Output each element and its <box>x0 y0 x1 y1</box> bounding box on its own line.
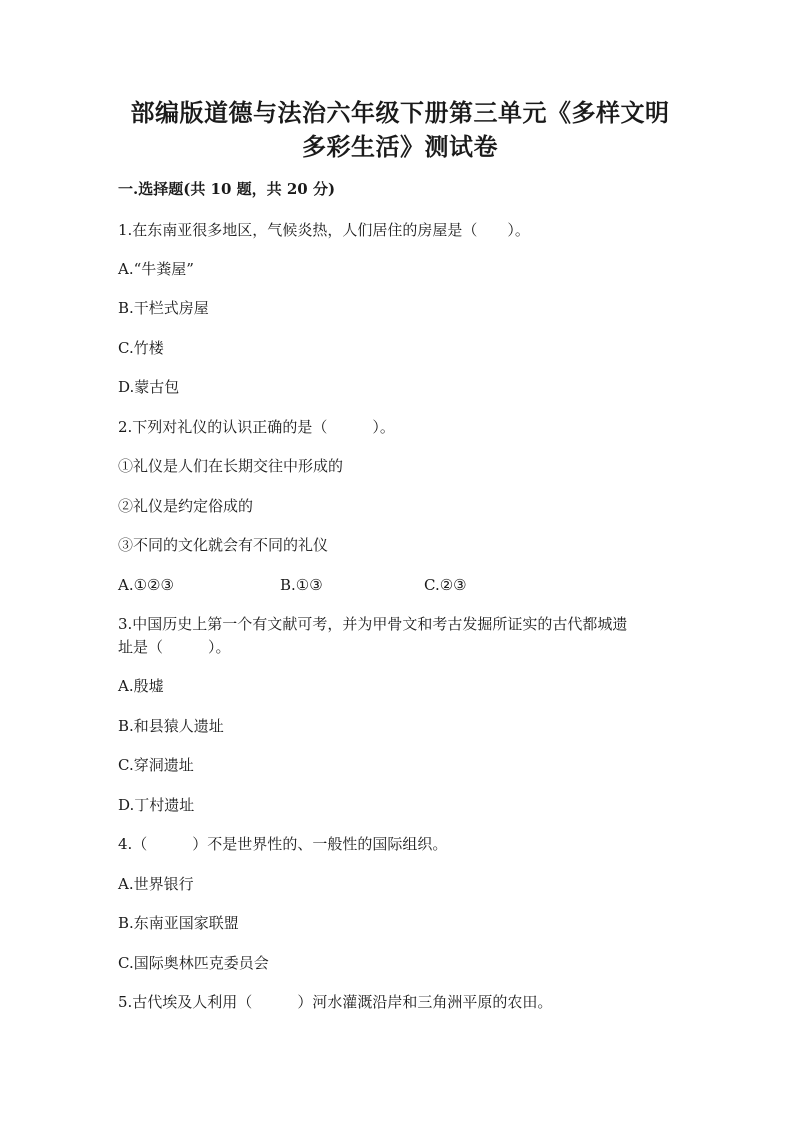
document-title-line-2: 多彩生活》测试卷 <box>302 132 498 161</box>
question-3-stem-line-2: 址是（ ）。 <box>118 638 231 656</box>
question-4-stem: 4.（ ）不是世界性的、一般性的国际组织。 <box>118 835 448 853</box>
question-3-option-b: B.和县猿人遗址 <box>118 717 224 735</box>
question-1-stem: 1.在东南亚很多地区，气候炎热，人们居住的房屋是（ ）。 <box>118 221 530 239</box>
question-3-option-d: D.丁村遗址 <box>118 796 195 814</box>
question-2-statement-3: ③不同的文化就会有不同的礼仪 <box>118 536 329 554</box>
question-2-option-a: A.①②③ <box>118 576 174 594</box>
document-title-line-1: 部编版道德与法治六年级下册第三单元《多样文明 <box>130 98 670 127</box>
question-4-option-b: B.东南亚国家联盟 <box>118 914 239 932</box>
question-2-stem: 2.下列对礼仪的认识正确的是（ ）。 <box>118 418 395 436</box>
question-4-option-c: C.国际奥林匹克委员会 <box>118 954 269 972</box>
question-2-statement-2: ②礼仪是约定俗成的 <box>118 497 254 515</box>
section-heading-multiple-choice: 一.选择题(共 10 题，共 20 分) <box>118 180 336 198</box>
question-1-option-a: A.“牛粪屋” <box>118 260 194 278</box>
question-3-option-c: C.穿洞遗址 <box>118 756 194 774</box>
question-4-option-a: A.世界银行 <box>118 875 194 893</box>
question-2-statement-1: ①礼仪是人们在长期交往中形成的 <box>118 457 344 475</box>
question-3-option-a: A.殷墟 <box>118 677 164 695</box>
question-2-option-b: B.①③ <box>280 576 323 594</box>
question-2-option-c: C.②③ <box>424 576 467 594</box>
question-1-option-c: C.竹楼 <box>118 339 164 357</box>
question-1-option-d: D.蒙古包 <box>118 378 180 396</box>
question-3-stem-line-1: 3.中国历史上第一个有文献可考，并为甲骨文和考古发掘所证实的古代都城遗 <box>118 615 628 633</box>
question-1-option-b: B.干栏式房屋 <box>118 299 209 317</box>
question-5-stem: 5.古代埃及人利用（ ）河水灌溉沿岸和三角洲平原的农田。 <box>118 993 553 1011</box>
